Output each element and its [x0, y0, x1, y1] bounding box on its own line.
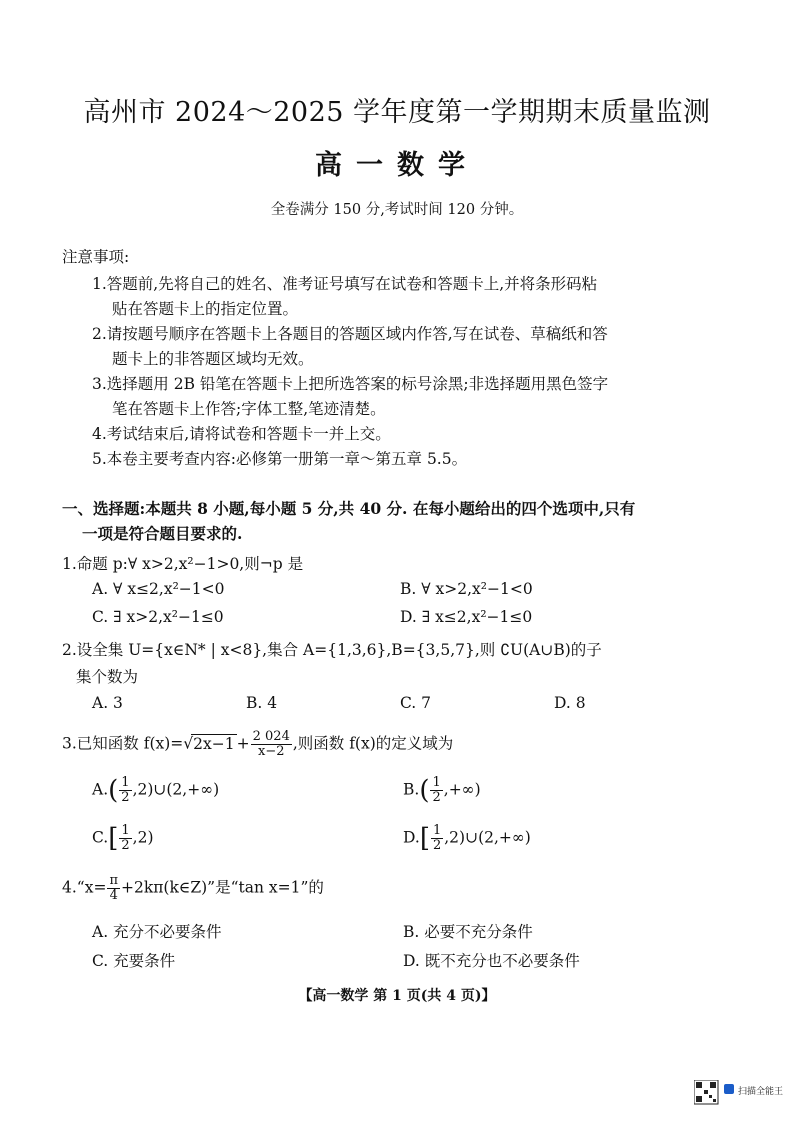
q3-option-b — [403, 776, 481, 805]
q3-option-d — [403, 824, 531, 853]
q4-stem-post: +2kπ(k∈Z)”是“tan x=1”的 — [121, 878, 324, 897]
q3-a-half-den: 2 — [121, 790, 130, 805]
q3-b-label: B. — [403, 780, 420, 799]
q3-d-bracket: [ — [419, 823, 430, 854]
q3-c-half — [119, 824, 131, 853]
q2-stem-cont: 集个数为 — [76, 668, 139, 686]
q3-b-tail: ,+∞) — [443, 780, 481, 799]
q4-stem-pre: 4.“x= — [62, 878, 107, 897]
q3-stem — [62, 730, 453, 759]
q3-sqrt-sign: √ — [183, 734, 194, 753]
notice-item-4: 4.考试结束后,请将试卷和答题卡一并上交。 — [92, 425, 391, 443]
q3-c-label: C. — [92, 828, 109, 847]
q4-fraction — [107, 874, 120, 903]
q3-option-a — [92, 776, 219, 805]
q3-b-half-num: 1 — [432, 775, 441, 790]
q4-frac-den: 4 — [109, 888, 118, 903]
q4-option-b: B. 必要不充分条件 — [403, 923, 533, 941]
q3-stem-pre: 3.已知函数 f(x)= — [62, 734, 184, 753]
q3-frac-den: x−2 — [257, 744, 285, 759]
q3-c-bracket: [ — [108, 823, 119, 854]
q3-sqrt-body: 2x−1 — [193, 734, 235, 753]
notice-heading: 注意事项: — [62, 248, 130, 266]
q3-a-label: A. — [92, 780, 109, 799]
notice-item-3: 3.选择题用 2B 铅笔在答题卡上把所选答案的标号涂黑;非选择题用黑色签字 — [92, 375, 609, 393]
q3-a-half-num: 1 — [121, 775, 130, 790]
q3-a-tail: ,2)∪(2,+∞) — [132, 780, 220, 799]
exam-title: 高州市 2024～2025 学年度第一学期期末质量监测 — [83, 97, 711, 128]
q1-option-c: C. ∃ x>2,x²−1≤0 — [92, 608, 224, 626]
notice-item-2: 2.请按题号顺序在答题卡上各题目的答题区域内作答,写在试卷、草稿纸和答 — [92, 325, 608, 343]
q3-d-half — [431, 824, 443, 853]
q3-stem-post: ,则函数 f(x)的定义域为 — [292, 734, 454, 753]
q3-b-half-den: 2 — [432, 790, 441, 805]
q4-stem — [62, 874, 324, 903]
q2-option-c: C. 7 — [400, 694, 432, 712]
q3-fraction — [251, 730, 292, 759]
q3-d-half-den: 2 — [432, 838, 442, 853]
scanner-stamp — [694, 1080, 794, 1110]
q2-stem: 2.设全集 U={x∈N* | x<8},集合 A={1,3,6},B={3,5,7},则 ∁U(A∪B)的子 — [62, 641, 602, 659]
notice-item-3-cont: 笔在答题卡上作答;字体工整,笔迹清楚。 — [112, 400, 386, 418]
section-heading-cont: 一项是符合题目要求的. — [82, 524, 243, 543]
q1-option-b: B. ∀ x>2,x²−1<0 — [400, 580, 533, 598]
q4-frac-num: π — [109, 873, 118, 888]
q3-d-tail: ,2)∪(2,+∞) — [444, 828, 531, 847]
scanner-stamp-text: 扫描全能王 — [738, 1087, 784, 1097]
q3-d-label: D. — [403, 828, 420, 847]
q3-c-half-den: 2 — [121, 838, 130, 853]
q4-option-a: A. 充分不必要条件 — [92, 923, 222, 941]
q3-a-half — [119, 776, 131, 805]
notice-item-2-cont: 题卡上的非答题区域均无效。 — [112, 350, 314, 368]
exam-note: 全卷满分 150 分,考试时间 120 分钟。 — [270, 202, 524, 218]
q3-a-paren: ( — [108, 775, 119, 806]
page-footer: 【高一数学 第 1 页(共 4 页)】 — [298, 988, 496, 1004]
q3-b-half — [430, 776, 442, 805]
q1-stem: 1.命题 p:∀ x>2,x²−1>0,则¬p 是 — [62, 555, 304, 573]
q1-option-a: A. ∀ x≤2,x²−1<0 — [92, 580, 225, 598]
section-heading: 一、选择题:本题共 8 小题,每小题 5 分,共 40 分. 在每小题给出的四个选项中,只有 — [62, 499, 636, 518]
q2-option-b: B. 4 — [246, 694, 278, 712]
q2-option-d: D. 8 — [554, 694, 586, 712]
q3-option-c — [92, 824, 154, 853]
q4-option-d: D. 既不充分也不必要条件 — [403, 952, 580, 970]
notice-item-1: 1.答题前,先将自己的姓名、准考证号填写在试卷和答题卡上,并将条形码粘 — [92, 275, 598, 293]
notice-item-1-cont: 贴在答题卡上的指定位置。 — [112, 300, 299, 318]
q3-c-half-num: 1 — [121, 823, 130, 838]
q1-option-d: D. ∃ x≤2,x²−1≤0 — [400, 608, 533, 626]
notice-item-5: 5.本卷主要考查内容:必修第一册第一章～第五章 5.5。 — [92, 450, 468, 468]
q2-option-a: A. 3 — [92, 694, 123, 712]
subject-title: 高一数学 — [315, 150, 479, 181]
q3-d-half-num: 1 — [432, 823, 442, 838]
q3-b-paren: ( — [419, 775, 430, 806]
q3-c-tail: ,2) — [132, 828, 154, 847]
q3-frac-num: 2 024 — [252, 729, 290, 744]
q3-plus: + — [236, 734, 250, 753]
q4-option-c: C. 充要条件 — [92, 952, 176, 970]
